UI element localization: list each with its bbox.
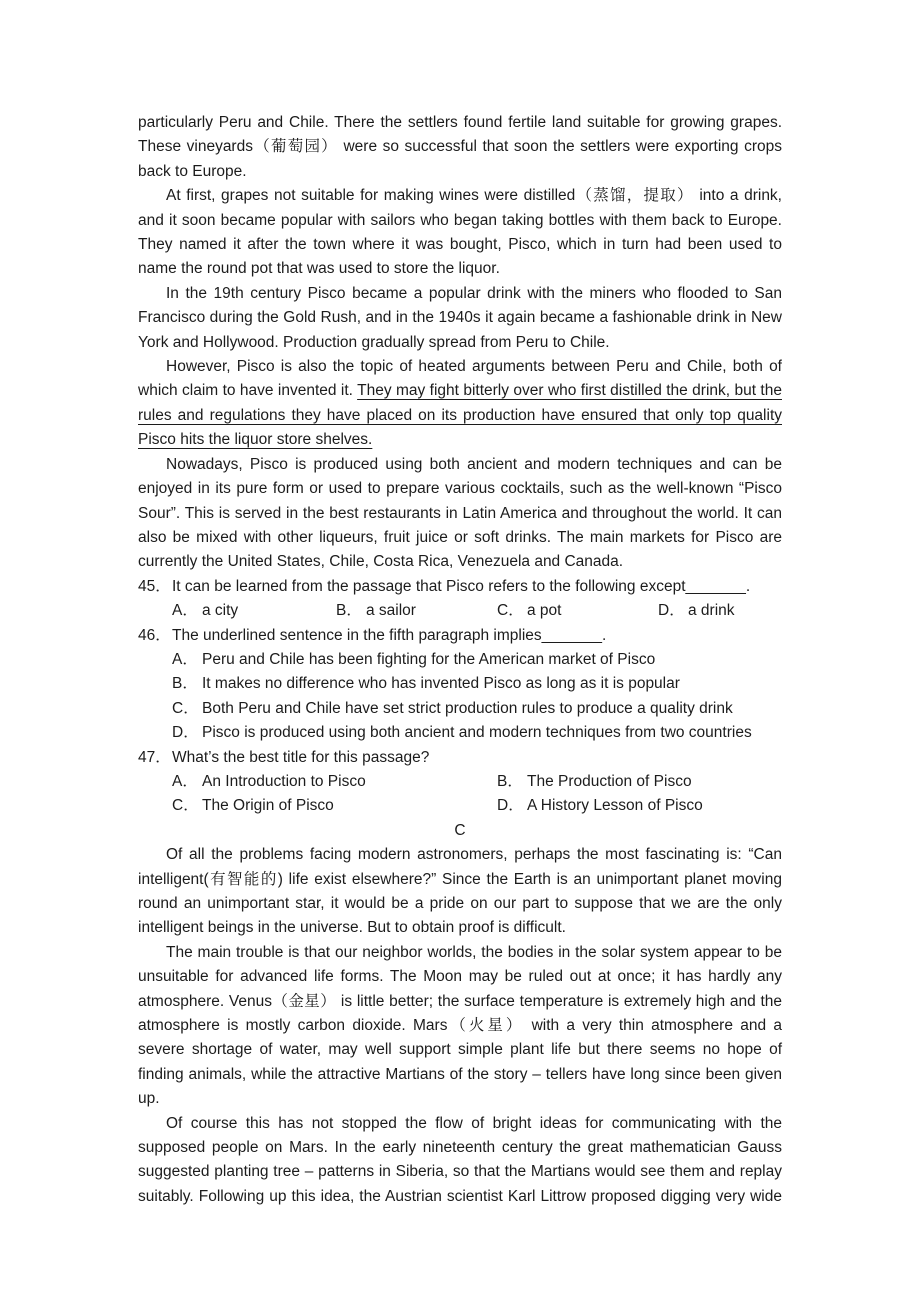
underlined-sentence: They may fight bitterly over who first distilled the drink, but the rules and regulations they have placed on its production have ensured that only top quality Pisco hits the liquor store shelves.: [138, 382, 782, 449]
option-c: [172, 794, 497, 818]
option-text: a city: [202, 602, 239, 620]
question-text: It can be learned from the passage that Pisco refers to the following except_______.: [172, 577, 751, 595]
option-d: [497, 794, 703, 818]
question-47: [138, 746, 782, 770]
passage-paragraph: Of all the problems facing modern astronomers, perhaps the most fascinating is: “Can intelligent(有智能的) life exist elsewhere?” Since the Earth is an unimportant planet moving round an unimportant star, it would be a pride on our part to suppose that we are the only intelligent beings in the universe. But to obtain proof is difficult.: [138, 846, 782, 937]
option-a: [172, 770, 497, 794]
question-47-options-row1: [138, 770, 782, 794]
question-45: [138, 575, 782, 599]
paragraph-text: However, Pisco is also the topic of heated arguments between Peru and Chile, both of which claim to have invented it.: [138, 358, 782, 400]
option-label: D．: [497, 797, 524, 815]
option-label: B．: [172, 675, 198, 693]
question-45-options: [138, 599, 782, 623]
option-text: a pot: [527, 602, 562, 620]
option-label: A．: [172, 602, 198, 620]
option-label: A．: [172, 650, 198, 668]
option-label: C．: [172, 797, 199, 815]
page-content: [138, 111, 782, 1209]
option-d: [138, 721, 782, 745]
question-number: 46．: [138, 626, 171, 644]
option-c: [497, 599, 658, 623]
option-label: C．: [497, 602, 524, 620]
option-text: A History Lesson of Pisco: [527, 797, 703, 815]
option-a: [172, 599, 336, 623]
option-label: C．: [172, 699, 199, 717]
option-text: An Introduction to Pisco: [202, 772, 366, 790]
option-label: D．: [172, 724, 199, 742]
question-number: 45．: [138, 577, 171, 595]
option-label: B．: [336, 602, 362, 620]
passage-paragraph: Nowadays, Pisco is produced using both ancient and modern techniques and can be enjoyed in its pure form or used to prepare various cocktails, such as the well-known “Pisco Sour”. This is served in the best restaurants in Latin America and throughout the world. It can also be mixed with other liqueurs, fruit juice or soft drinks. The main markets for Pisco are currently the United States, Chile, Costa Rica, Venezuela and Canada.: [138, 455, 782, 571]
passage-paragraph: The main trouble is that our neighbor worlds, the bodies in the solar system appear to be unsuitable for advanced life forms. The Moon may be ruled out at once; it has hardly any atmosphere. Venus（金星） is little better; the surface temperature is extremely high and the atmosphere is mostly carbon dioxide. Mars（火星） with a very thin atmosphere and a severe shortage of water, may well support simple plant life but there seems no hope of finding animals, while the attractive Martians of the story – tellers have long since been given up.: [138, 943, 782, 1108]
option-b: [336, 599, 497, 623]
option-d: [658, 599, 735, 623]
option-a: [138, 648, 782, 672]
option-c: [138, 697, 782, 721]
option-label: A．: [172, 772, 198, 790]
question-number: 47．: [138, 748, 171, 766]
question-text: The underlined sentence in the fifth paragraph implies_______.: [172, 626, 607, 644]
passage-paragraph: Of course this has not stopped the flow of bright ideas for communicating with the supposed people on Mars. In the early nineteenth century the great mathematician Gauss suggested planting tree – patterns in Siberia, so that the Martians would see them and replay suitably. Following up this idea, the Austrian scientist Karl Littrow proposed digging very wide: [138, 1114, 782, 1205]
option-text: Pisco is produced using both ancient and modern techniques from two countries: [202, 724, 752, 742]
option-b: [138, 672, 782, 696]
option-text: Peru and Chile has been fighting for the American market of Pisco: [202, 650, 656, 668]
option-text: It makes no difference who has invented Pisco as long as it is popular: [202, 675, 680, 693]
option-b: [497, 770, 692, 794]
section-c-header: C: [454, 821, 466, 839]
question-46: [138, 624, 782, 648]
option-text: Both Peru and Chile have set strict production rules to produce a quality drink: [202, 699, 733, 717]
question-text: What’s the best title for this passage?: [172, 748, 430, 766]
option-label: B．: [497, 772, 523, 790]
passage-paragraph: At first, grapes not suitable for making wines were distilled（蒸馏，提取） into a drink, and it soon became popular with sailors who began taking bottles with them back to Europe. They named it after the town where it was bought, Pisco, which in turn had been used to name the round pot that was used to store the liquor.: [138, 187, 782, 278]
option-text: a drink: [688, 602, 735, 620]
option-text: The Origin of Pisco: [202, 797, 334, 815]
passage-paragraph: particularly Peru and Chile. There the settlers found fertile land suitable for growing grapes. These vineyards（葡萄园） were so successful that soon the settlers were exporting crops back to Europe.: [138, 114, 782, 180]
question-47-options-row2: [138, 794, 782, 818]
option-label: D．: [658, 602, 685, 620]
passage-paragraph: [138, 355, 782, 453]
option-text: The Production of Pisco: [527, 772, 692, 790]
passage-paragraph: In the 19th century Pisco became a popular drink with the miners who flooded to San Francisco during the Gold Rush, and in the 1940s it again became a fashionable drink in New York and Hollywood. Production gradually spread from Peru to Chile.: [138, 284, 782, 351]
option-text: a sailor: [366, 602, 416, 620]
